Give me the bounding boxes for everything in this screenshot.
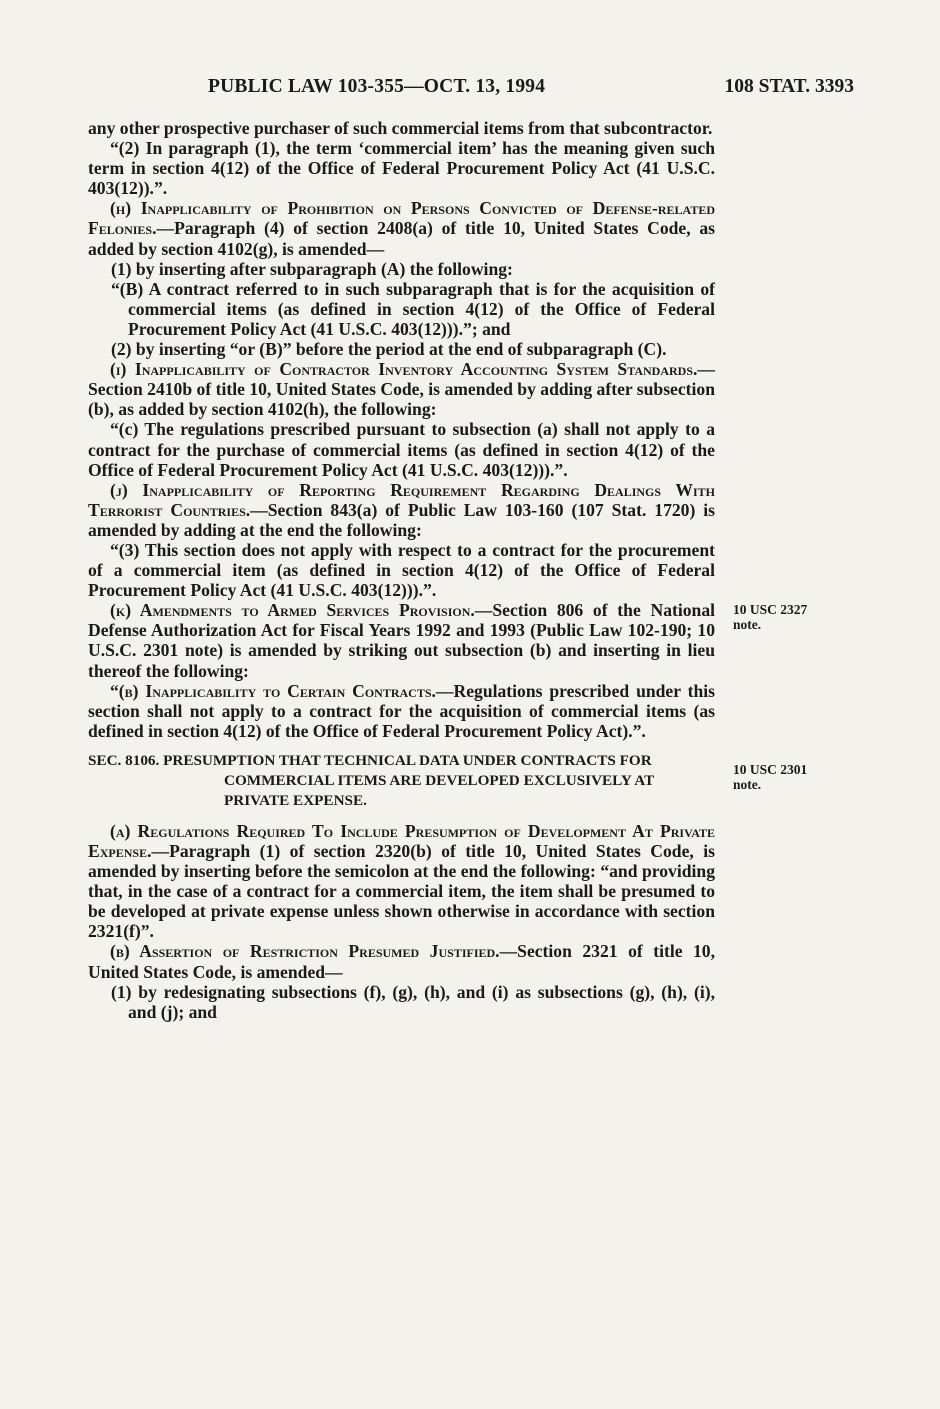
section-b-text: —Section 2321 of title 10, United States Code, is amended— — [88, 941, 716, 982]
section-a-heading: (a) Regulations Required To Include Presumption of Development At Private Expense. — [88, 820, 715, 861]
paragraph-continued: any other prospective purchaser of such commercial items from that subcontractor. — [88, 118, 713, 138]
subsection-h-quote: “(B) A contract referred to in such subparagraph that is for the acquisition of commercial items (as defined in section 4(12) of the Office of Federal Procurement Policy Act (41 U.S.C. 403(12))).”; and — [111, 278, 715, 339]
section-a — [88, 821, 715, 942]
subsection-k — [88, 600, 715, 680]
subsection-k-heading: (k) Amendments to Armed Services Provision. — [110, 600, 475, 621]
body-text — [88, 118, 715, 1022]
subsection-i-text: —Section 2410b of title 10, United States Code, is amended by adding after subsection (b), as added by section 4102(h), the following: — [88, 359, 715, 420]
section-b-item-1: (1) by redesignating subsections (f), (g), (h), and (i) as subsections (g), (h), (i), and (j); and — [111, 981, 715, 1022]
header-stat-citation: 108 STAT. 3393 — [724, 76, 854, 97]
section-b-heading: (b) Assertion of Restriction Presumed Justified. — [110, 941, 500, 962]
margin-note-2 — [733, 762, 843, 792]
page-header — [88, 76, 854, 102]
subsection-h-heading: (h) Inapplicability of Prohibition on Persons Convicted of Defense-related Felonies. — [88, 198, 715, 239]
subsection-h-item-1: (1) by inserting after subparagraph (A) the following: — [111, 258, 513, 279]
subsection-i-heading: (i) Inapplicability of Contractor Inventory Accounting System Standards. — [110, 359, 698, 380]
subsection-j-heading: (j) Inapplicability of Reporting Requirement Regarding Dealings With Terrorist Countries. — [88, 479, 715, 520]
subsection-k-quote-text: —Regulations prescribed under this section shall not apply to a contract for the acquisition of commercial items (as defined in section 4(12) of the Office of Federal Procurement Policy Act).”. — [88, 680, 715, 741]
margin-note-1-label: note. — [733, 617, 762, 632]
subsection-h-item-2: (2) by inserting “or (B)” before the period at the end of subparagraph (C). — [111, 339, 667, 360]
section-heading: SEC. 8106. PRESUMPTION THAT TECHNICAL DATA UNDER CONTRACTS FOR COMMERCIAL ITEMS ARE DEVELOPED EXCLUSIVELY AT PRIVATE EXPENSE. — [88, 751, 654, 809]
margin-note-2-label: note. — [733, 777, 762, 792]
subsection-i — [88, 359, 715, 419]
section-b — [88, 941, 715, 981]
subsection-h-text: —Paragraph (4) of section 2408(a) of title 10, United States Code, as added by section 4102(g), is amended— — [88, 218, 715, 259]
paragraph-definition: “(2) In paragraph (1), the term ‘commercial item’ has the meaning given such term in section 4(12) of the Office of Federal Procurement Policy Act (41 U.S.C. 403(12)).”. — [88, 138, 715, 199]
subsection-j-text: —Section 843(a) of Public Law 103-160 (107 Stat. 1720) is amended by adding at the end the following: — [88, 499, 716, 540]
subsection-i-quote: “(c) The regulations prescribed pursuant to subsection (a) shall not apply to a contract for the purchase of commercial items (as defined in section 4(12) of the Office of Federal Procurement Policy Act (41 U.S.C. 403(12))).”. — [88, 419, 715, 480]
subsection-h — [88, 198, 715, 258]
subsection-j — [88, 480, 715, 540]
margin-note-2-code: 10 USC 2301 — [733, 762, 808, 777]
subsection-k-quote-heading: “(b) Inapplicability to Certain Contracts. — [110, 680, 436, 701]
section-a-text: —Paragraph (1) of section 2320(b) of title 10, United States Code, is amended by inserting before the semicolon at the end the following: “and providing that, in the case of a contract for a commercial item, the item shall be presumed to be developed at private expense unless shown otherwise in accordance with section 2321(f)”. — [88, 841, 715, 942]
subsection-k-text: —Section 806 of the National Defense Authorization Act for Fiscal Years 1992 and 1993 (Public Law 102-190; 10 U.S.C. 2301 note) is amended by striking out subsection (b) and inserting in lieu thereof the following: — [88, 600, 715, 681]
header-title: PUBLIC LAW 103-355—OCT. 13, 1994 — [208, 76, 546, 97]
subsection-k-quote — [88, 681, 715, 741]
subsection-j-quote: “(3) This section does not apply with respect to a contract for the procurement of a commercial item (as defined in section 4(12) of the Office of Federal Procurement Policy Act (41 U.S.C. 403(12))).”. — [88, 539, 715, 601]
margin-note-1 — [733, 602, 843, 632]
margin-note-1-code: 10 USC 2327 — [733, 602, 808, 617]
